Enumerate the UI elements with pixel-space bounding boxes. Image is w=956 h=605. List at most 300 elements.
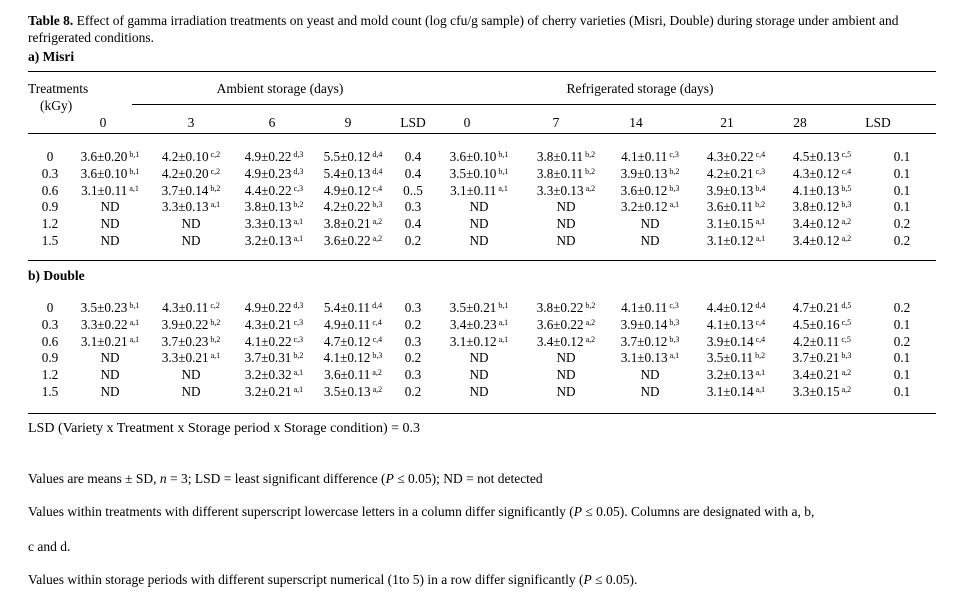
table-cell xyxy=(392,199,434,216)
cell-superscript: a,2 xyxy=(839,233,852,243)
table-cell xyxy=(524,384,608,401)
column-header-7: 14 xyxy=(629,115,643,130)
table-cell xyxy=(434,216,524,233)
table-cell xyxy=(72,350,148,367)
table-cell xyxy=(864,183,940,200)
cell-superscript: a,1 xyxy=(291,368,304,378)
column-header-8: 21 xyxy=(720,115,734,130)
cell-superscript: a,1 xyxy=(127,334,140,344)
misri-data-table xyxy=(28,149,940,250)
cell-value: 3.8±0.11 xyxy=(536,149,584,164)
cell-superscript: b,2 xyxy=(667,166,680,176)
cell-superscript: a,2 xyxy=(839,217,852,227)
footnote-numerals: Values within storage periods with different superscript numerical (1to 5) in a row differ significantly (P ≤ 0.05). xyxy=(28,572,638,587)
cell-value: ND xyxy=(640,232,660,248)
cell-value: 3.1±0.12 xyxy=(449,333,497,349)
cell-value: ND xyxy=(100,350,120,366)
cell-value: 3.2±0.32 xyxy=(244,367,292,383)
cell-value: 0.2 xyxy=(893,333,911,349)
cell-value: 0.2 xyxy=(893,216,911,232)
cell-value: 3.6±0.11 xyxy=(706,199,754,215)
cell-superscript: c,4 xyxy=(753,317,766,327)
table-cell xyxy=(692,367,780,384)
cell-superscript: d,3 xyxy=(291,150,304,159)
section-divider-rule xyxy=(28,260,936,261)
cell-superscript: c,5 xyxy=(839,317,852,327)
cell-superscript: a,2 xyxy=(583,334,596,344)
cell-superscript: b,4 xyxy=(753,183,766,193)
table-cell xyxy=(314,367,392,384)
table-cell xyxy=(72,166,148,183)
cell-superscript: c,3 xyxy=(291,183,304,193)
cell-value: 0.4 xyxy=(404,165,422,181)
cell-value: 3.9±0.13 xyxy=(706,182,754,198)
table-cell xyxy=(780,300,864,317)
cell-value: 0.2 xyxy=(404,316,422,332)
cell-superscript: b,3 xyxy=(667,183,680,193)
table-cell xyxy=(524,233,608,250)
cell-superscript: a,1 xyxy=(208,351,221,361)
cell-value: 3.7±0.14 xyxy=(161,182,209,198)
table-cell xyxy=(608,367,692,384)
table-row xyxy=(28,367,940,384)
section-title-double: b) Double xyxy=(28,268,85,283)
cell-value: 3.7±0.31 xyxy=(244,350,292,366)
table-cell xyxy=(72,384,148,401)
cell-value: 3.6±0.22 xyxy=(536,316,584,332)
table-cell xyxy=(314,183,392,200)
cell-value: 3.9±0.14 xyxy=(706,333,754,349)
overall-lsd-note: LSD (Variety x Treatment x Storage period x Storage condition) = 0.3 xyxy=(28,421,421,436)
cell-superscript: b,2 xyxy=(208,334,221,344)
table-cell xyxy=(314,334,392,351)
ambient-storage-header: Ambient storage (days) xyxy=(216,81,344,96)
table-cell xyxy=(434,300,524,317)
cell-value: ND xyxy=(469,367,489,383)
table-cell xyxy=(72,367,148,384)
cell-superscript: b,3 xyxy=(839,351,852,361)
cell-superscript: d,4 xyxy=(753,301,766,310)
cell-superscript: a,2 xyxy=(370,217,383,227)
cell-superscript: c,3 xyxy=(291,334,304,344)
cell-value: 4.2±0.21 xyxy=(706,165,754,181)
table-cell xyxy=(692,334,780,351)
cell-value: ND xyxy=(640,367,660,383)
table-cell xyxy=(234,384,314,401)
cell-value: ND xyxy=(556,232,576,248)
footnote-letters-line1: Values within treatments with different superscript lowercase letters in a column differ significantly (P ≤ 0.05). Columns are designated with a, b, xyxy=(28,504,815,519)
treatments-unit: (kGy) xyxy=(40,98,73,113)
table-label: Table 8. xyxy=(28,13,74,28)
cell-value: 4.7±0.21 xyxy=(792,300,840,315)
cell-value: 0.1 xyxy=(893,367,911,383)
table-cell xyxy=(692,317,780,334)
cell-superscript: b,2 xyxy=(291,351,304,361)
table-cell xyxy=(434,183,524,200)
table-cell xyxy=(314,166,392,183)
treatment-dose: 0 xyxy=(46,300,54,315)
cell-superscript: a,1 xyxy=(667,200,680,210)
table-row xyxy=(28,384,940,401)
cell-superscript: d,3 xyxy=(291,166,304,176)
cell-superscript: d,5 xyxy=(839,301,852,310)
table-cell xyxy=(608,199,692,216)
cell-value: 3.6±0.12 xyxy=(620,182,668,198)
treatment-dose: 0.3 xyxy=(41,165,59,181)
table-cell xyxy=(864,300,940,317)
cell-value: 0..5 xyxy=(403,182,423,198)
cell-value: 3.7±0.12 xyxy=(620,333,668,349)
table-cell xyxy=(434,149,524,166)
cell-superscript: b,2 xyxy=(208,183,221,193)
cell-superscript: c,4 xyxy=(839,166,852,176)
cell-value: 3.2±0.13 xyxy=(244,232,292,248)
table-cell xyxy=(148,317,234,334)
cell-value: ND xyxy=(469,232,489,248)
footnote-means: Values are means ± SD, n = 3; LSD = least significant difference (P ≤ 0.05); ND = not detected xyxy=(28,471,543,486)
table-cell xyxy=(314,199,392,216)
table-cell xyxy=(434,384,524,401)
refrigerated-storage-header: Refrigerated storage (days) xyxy=(566,81,714,96)
table-row xyxy=(28,183,940,200)
table-cell xyxy=(434,334,524,351)
table-cell xyxy=(524,199,608,216)
cell-value: 3.8±0.21 xyxy=(323,216,371,232)
cell-value: 3.2±0.12 xyxy=(620,199,668,215)
cell-value: 3.1±0.15 xyxy=(706,216,754,232)
table-cell xyxy=(864,350,940,367)
cell-superscript: c,2 xyxy=(208,150,221,159)
cell-value: 4.3±0.11 xyxy=(162,300,209,315)
table-cell xyxy=(864,199,940,216)
table-cell xyxy=(148,216,234,233)
table-cell xyxy=(780,334,864,351)
column-header-4: LSD xyxy=(400,115,426,130)
table-cell xyxy=(392,300,434,317)
cell-value: 4.9±0.22 xyxy=(244,149,292,164)
cell-value: 3.3±0.22 xyxy=(80,316,128,332)
cell-value: ND xyxy=(469,350,489,366)
cell-superscript: a,2 xyxy=(370,233,383,243)
cell-superscript: b,2 xyxy=(291,200,304,210)
cell-value: 3.4±0.23 xyxy=(449,316,497,332)
cell-superscript: b,1 xyxy=(127,301,140,310)
column-header-0: 0 xyxy=(99,115,107,130)
cell-value: 3.6±0.22 xyxy=(323,232,371,248)
table-cell xyxy=(524,300,608,317)
table-cell xyxy=(392,384,434,401)
table-cell xyxy=(434,367,524,384)
cell-value: 3.9±0.14 xyxy=(620,316,668,332)
cell-value: 3.4±0.21 xyxy=(792,367,840,383)
cell-superscript: c,4 xyxy=(753,334,766,344)
table-cell xyxy=(148,367,234,384)
table-cell xyxy=(608,334,692,351)
cell-value: 0.1 xyxy=(893,316,911,332)
cell-superscript: b,3 xyxy=(370,200,383,210)
cell-superscript: a,1 xyxy=(127,183,139,193)
cell-value: ND xyxy=(100,216,120,232)
cell-superscript: a,1 xyxy=(753,217,766,227)
column-header-3: 9 xyxy=(344,115,352,130)
table-cell xyxy=(392,233,434,250)
table-cell xyxy=(392,317,434,334)
treatment-dose: 1.2 xyxy=(41,216,59,232)
cell-value: 3.1±0.11 xyxy=(450,182,497,198)
cell-superscript: b,1 xyxy=(496,166,509,176)
section-title-misri: a) Misri xyxy=(28,49,75,64)
table-cell xyxy=(314,350,392,367)
table-cell xyxy=(392,216,434,233)
table-cell xyxy=(608,166,692,183)
table-cell xyxy=(608,149,692,166)
cell-value: 3.5±0.21 xyxy=(449,300,497,315)
table-cell xyxy=(608,350,692,367)
cell-value: 3.8±0.12 xyxy=(792,199,840,215)
cell-value: 3.5±0.10 xyxy=(449,165,497,181)
cell-value: 0.1 xyxy=(893,350,911,366)
table-cell xyxy=(234,300,314,317)
cell-superscript: b,2 xyxy=(753,200,766,210)
cell-value: ND xyxy=(469,383,489,399)
table-cell xyxy=(608,216,692,233)
cell-value: 3.3±0.13 xyxy=(536,182,584,198)
table-cell xyxy=(434,233,524,250)
footnote-letters-line2: c and d. xyxy=(28,539,71,554)
cell-value: ND xyxy=(100,383,120,399)
cell-superscript: a,1 xyxy=(496,183,508,193)
cell-value: 3.3±0.15 xyxy=(792,383,840,399)
table-cell xyxy=(524,350,608,367)
table-cell xyxy=(72,199,148,216)
cell-superscript: a,1 xyxy=(667,351,680,361)
table-cell xyxy=(392,350,434,367)
table-cell xyxy=(234,350,314,367)
table-cell xyxy=(314,384,392,401)
table-row xyxy=(28,233,940,250)
cell-value: ND xyxy=(100,367,120,383)
cell-value: 3.4±0.12 xyxy=(792,232,840,248)
cell-value: 0.1 xyxy=(893,149,911,164)
cell-value: 4.5±0.13 xyxy=(792,149,840,164)
cell-superscript: d,4 xyxy=(370,150,383,159)
treatment-dose: 1.5 xyxy=(41,232,59,248)
cell-superscript: c,4 xyxy=(370,334,383,344)
cell-superscript: a,1 xyxy=(753,368,766,378)
table-cell xyxy=(234,317,314,334)
table-cell xyxy=(148,166,234,183)
treatments-header: Treatments xyxy=(28,81,89,96)
table-cell xyxy=(148,183,234,200)
table-cell xyxy=(864,334,940,351)
cell-value: 4.1±0.13 xyxy=(792,182,840,198)
table-cell xyxy=(314,233,392,250)
cell-superscript: a,2 xyxy=(370,384,383,394)
column-header-6: 7 xyxy=(552,115,560,130)
double-data-table xyxy=(28,300,940,401)
cell-superscript: d,3 xyxy=(291,301,304,310)
table-cell xyxy=(780,199,864,216)
table-cell xyxy=(314,149,392,166)
table-cell xyxy=(148,149,234,166)
cell-value: 0.1 xyxy=(893,182,911,198)
cell-superscript: a,2 xyxy=(583,183,596,193)
cell-value: ND xyxy=(181,216,201,232)
table-row xyxy=(28,166,940,183)
table-row xyxy=(28,350,940,367)
table-cell xyxy=(148,350,234,367)
cell-value: 4.1±0.12 xyxy=(323,350,371,366)
table-cell xyxy=(234,149,314,166)
treatment-dose: 0 xyxy=(46,149,54,164)
table-cell xyxy=(72,334,148,351)
table-row xyxy=(28,317,940,334)
cell-value: 3.9±0.22 xyxy=(161,316,209,332)
cell-superscript: b,2 xyxy=(583,166,596,176)
cell-value: ND xyxy=(556,383,576,399)
table-cell xyxy=(392,166,434,183)
table-top-rule xyxy=(28,71,936,72)
table-row xyxy=(28,199,940,216)
table-cell xyxy=(392,149,434,166)
cell-superscript: b,1 xyxy=(127,150,140,159)
table-cell xyxy=(234,216,314,233)
table-cell xyxy=(434,350,524,367)
cell-value: 3.3±0.13 xyxy=(244,216,292,232)
table-cell xyxy=(780,216,864,233)
table-cell xyxy=(864,317,940,334)
cell-superscript: b,5 xyxy=(839,183,852,193)
table-cell xyxy=(392,334,434,351)
table-bottom-rule xyxy=(28,413,936,414)
cell-value: 3.8±0.22 xyxy=(536,300,584,315)
cell-value: 3.6±0.10 xyxy=(80,165,128,181)
table-cell xyxy=(314,317,392,334)
cell-value: 4.4±0.12 xyxy=(706,300,754,315)
cell-value: 4.2±0.10 xyxy=(161,149,209,164)
cell-superscript: a,2 xyxy=(839,368,852,378)
cell-value: ND xyxy=(640,383,660,399)
cell-superscript: b,2 xyxy=(583,301,596,310)
cell-value: 0.3 xyxy=(404,199,422,215)
cell-value: 4.9±0.12 xyxy=(323,182,371,198)
cell-value: 4.3±0.21 xyxy=(244,316,292,332)
table-cell xyxy=(608,384,692,401)
table-cell xyxy=(524,317,608,334)
table-cell xyxy=(692,149,780,166)
column-header-5: 0 xyxy=(463,115,471,130)
table-cell xyxy=(392,183,434,200)
cell-value: 5.4±0.11 xyxy=(323,300,371,315)
cell-value: 0.2 xyxy=(404,232,422,248)
cell-value: 3.2±0.13 xyxy=(706,367,754,383)
cell-superscript: a,1 xyxy=(753,384,766,394)
cell-value: 0.2 xyxy=(893,300,911,315)
cell-superscript: c,3 xyxy=(667,150,679,159)
cell-value: ND xyxy=(181,383,201,399)
column-header-10: LSD xyxy=(865,115,891,130)
cell-superscript: b,2 xyxy=(753,351,766,361)
table-cell xyxy=(780,183,864,200)
cell-value: 0.3 xyxy=(404,367,422,383)
table-cell xyxy=(780,166,864,183)
table-cell xyxy=(780,149,864,166)
table-cell xyxy=(524,216,608,233)
table-cell xyxy=(608,300,692,317)
cell-value: 4.1±0.22 xyxy=(244,333,292,349)
table-cell xyxy=(692,233,780,250)
cell-superscript: c,2 xyxy=(208,301,220,310)
treatment-dose: 0.6 xyxy=(41,333,59,349)
cell-value: 3.5±0.11 xyxy=(706,350,754,366)
cell-value: 3.2±0.21 xyxy=(244,383,292,399)
cell-value: 3.6±0.11 xyxy=(324,367,371,383)
cell-superscript: d,4 xyxy=(370,166,383,176)
cell-value: 0.2 xyxy=(404,383,422,399)
cell-value: 4.2±0.20 xyxy=(161,165,209,181)
cell-superscript: c,5 xyxy=(839,150,852,159)
cell-superscript: a,2 xyxy=(583,317,596,327)
cell-value: 4.7±0.12 xyxy=(323,333,371,349)
table-cell xyxy=(72,183,148,200)
table-cell xyxy=(524,166,608,183)
cell-value: 3.5±0.13 xyxy=(323,383,371,399)
cell-superscript: b,2 xyxy=(583,150,596,159)
cell-superscript: b,2 xyxy=(208,317,221,327)
table-cell xyxy=(72,216,148,233)
cell-value: 0.1 xyxy=(893,165,911,181)
table-cell xyxy=(864,384,940,401)
cell-superscript: a,1 xyxy=(127,317,140,327)
table-cell xyxy=(692,166,780,183)
cell-value: 5.4±0.13 xyxy=(323,165,371,181)
cell-value: 3.6±0.10 xyxy=(449,149,497,164)
table-cell xyxy=(148,300,234,317)
table-cell xyxy=(524,149,608,166)
cell-value: 4.3±0.12 xyxy=(792,165,840,181)
cell-value: 4.1±0.11 xyxy=(621,149,668,164)
table-cell xyxy=(314,216,392,233)
table-cell xyxy=(148,334,234,351)
table-cell xyxy=(524,334,608,351)
cell-value: 0.1 xyxy=(893,199,911,215)
table-cell xyxy=(692,183,780,200)
treatment-dose: 0.9 xyxy=(41,199,59,215)
table-row xyxy=(28,300,940,317)
cell-superscript: a,1 xyxy=(291,233,304,243)
cell-value: 4.5±0.16 xyxy=(792,316,840,332)
table-row xyxy=(28,334,940,351)
cell-value: 0.2 xyxy=(404,350,422,366)
cell-value: 0.3 xyxy=(404,300,422,315)
table-cell xyxy=(608,317,692,334)
column-header-2: 6 xyxy=(268,115,276,130)
cell-value: 4.9±0.23 xyxy=(244,165,292,181)
cell-value: 3.1±0.21 xyxy=(80,333,128,349)
table-cell xyxy=(234,367,314,384)
table-cell xyxy=(692,384,780,401)
table-cell xyxy=(780,233,864,250)
cell-value: 4.2±0.22 xyxy=(323,199,371,215)
table-row xyxy=(28,149,940,166)
cell-value: ND xyxy=(181,232,201,248)
cell-value: 4.9±0.22 xyxy=(244,300,292,315)
table-cell xyxy=(234,199,314,216)
cell-value: 3.8±0.13 xyxy=(244,199,292,215)
table-cell xyxy=(608,233,692,250)
cell-superscript: c,5 xyxy=(839,334,851,344)
column-header-9: 28 xyxy=(793,115,807,130)
